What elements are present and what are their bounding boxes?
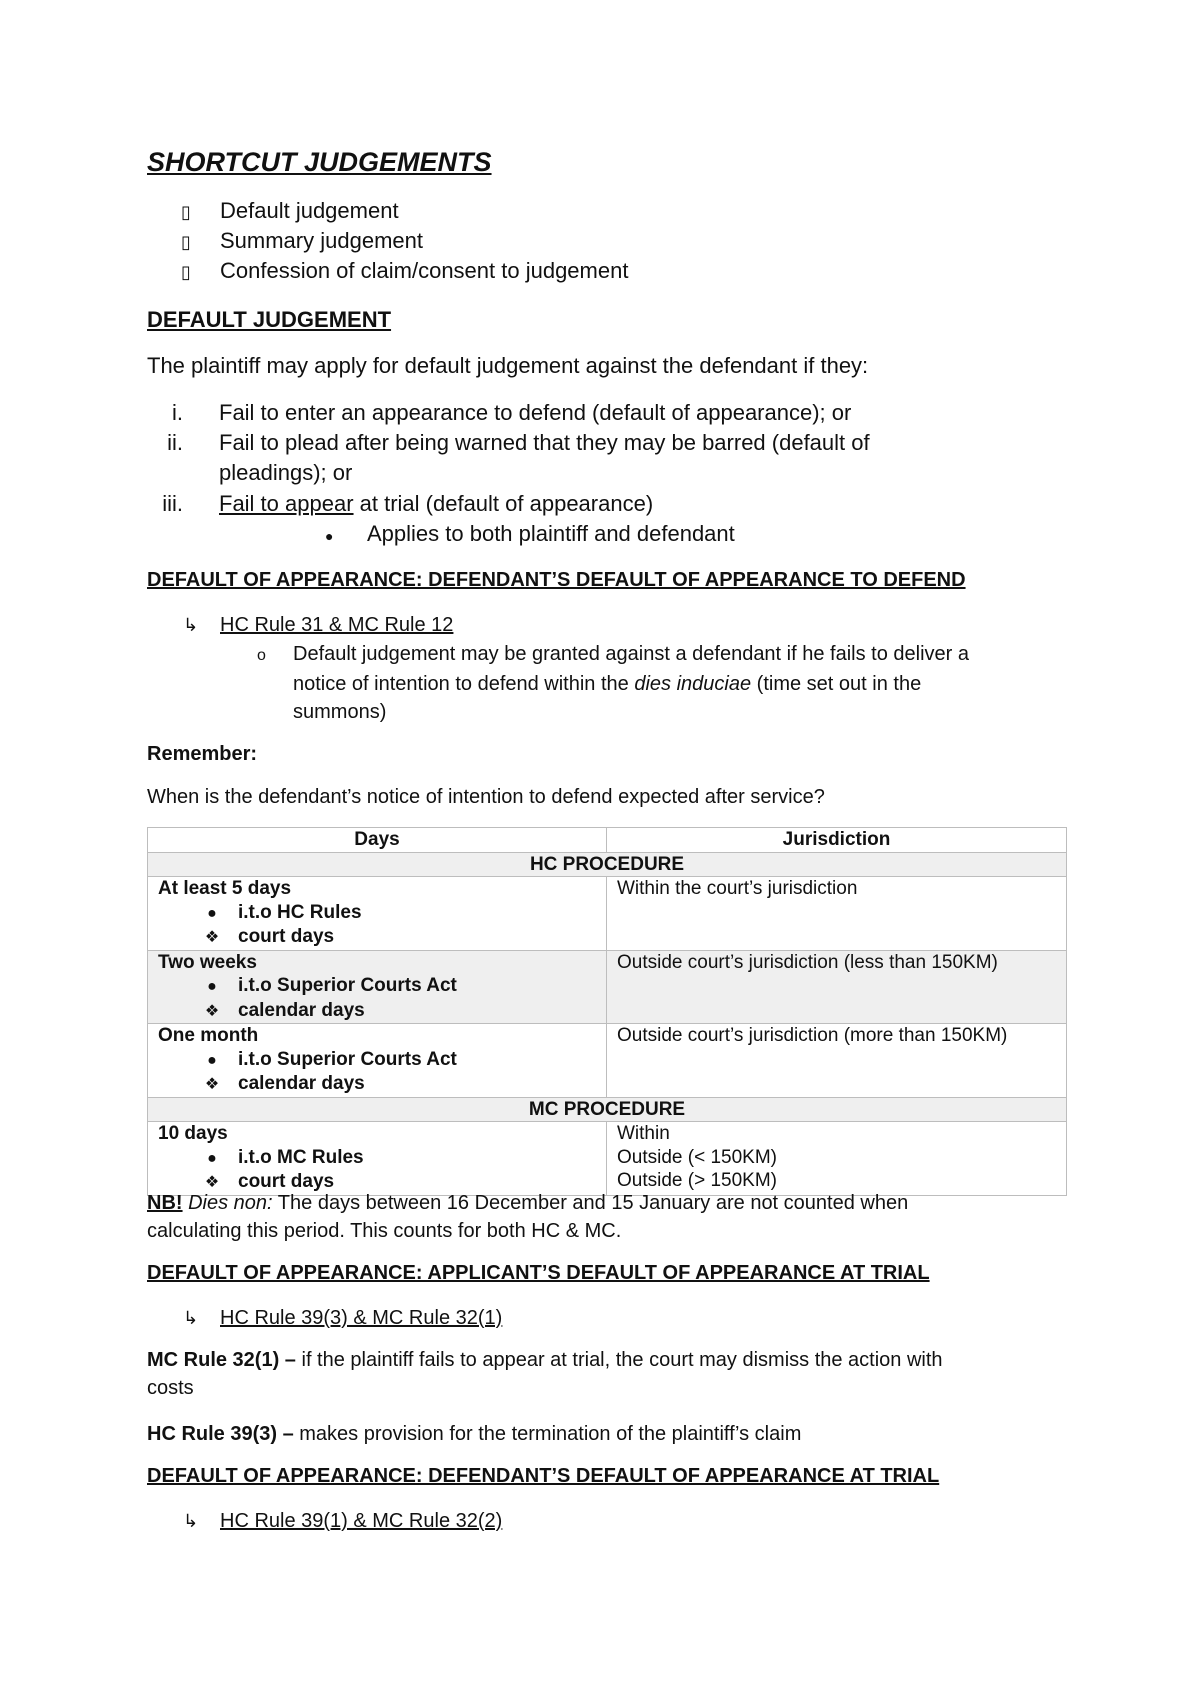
table-row: One month ● i.t.o Superior Courts Act ❖ calendar days Outside court’s jurisdiction (more than 150KM) — [148, 1024, 1067, 1098]
diamond-bullet-icon: ❖ — [204, 1076, 220, 1093]
arrow-bullet-icon: ↳ — [183, 615, 199, 635]
dot-bullet-icon: ● — [207, 1051, 217, 1069]
arrow-bullet-icon: ↳ — [183, 1308, 199, 1328]
days-table — [147, 827, 1067, 1196]
column-header-jurisdiction: Jurisdiction — [607, 828, 1067, 853]
rule-reference: ↳ HC Rule 39(1) & MC Rule 32(2) — [183, 1510, 503, 1532]
page-title: SHORTCUT JUDGEMENTS — [147, 147, 492, 177]
paragraph: MC Rule 32(1) – if the plaintiff fails to appear at trial, the court may dismiss the action with costs — [147, 1349, 943, 1399]
dot-bullet-icon: ● — [207, 904, 217, 922]
box-bullet-icon: ▯ — [181, 262, 191, 282]
dot-bullet-icon: ● — [325, 528, 334, 544]
table-section-row: HC PROCEDURE — [148, 852, 1067, 877]
section-heading: DEFAULT OF APPEARANCE: DEFENDANT’S DEFAULT OF APPEARANCE AT TRIAL — [147, 1465, 940, 1487]
box-bullet-icon: ▯ — [181, 202, 191, 222]
arrow-bullet-icon: ↳ — [183, 1511, 199, 1531]
table-section-row: MC PROCEDURE — [148, 1097, 1067, 1122]
list-item: iii. Fail to appear at trial (default of appearance) — [162, 491, 654, 516]
table-row: At least 5 days ● i.t.o HC Rules ❖ court days Within the court’s jurisdiction — [148, 877, 1067, 951]
diamond-bullet-icon: ❖ — [204, 1002, 220, 1020]
rule-reference: ↳ HC Rule 31 & MC Rule 12 — [183, 614, 454, 636]
circle-bullet-icon: o — [257, 647, 266, 664]
sub-list-item: o Default judgement may be granted against a defendant if he fails to deliver a notice of intention to defend within the dies induciae (time set out in the summons) — [257, 643, 969, 723]
list-item: ● Applies to both plaintiff and defendant — [325, 521, 735, 546]
dot-bullet-icon: ● — [207, 1149, 217, 1167]
paragraph: When is the defendant’s notice of intention to defend expected after service? — [147, 786, 825, 808]
paragraph: The plaintiff may apply for default judgement against the defendant if they: — [147, 353, 869, 378]
diamond-bullet-icon: ❖ — [204, 929, 220, 946]
table-header-row — [148, 828, 1067, 853]
box-bullet-icon: ▯ — [181, 232, 191, 252]
list-item: ▯ Summary judgement — [181, 228, 423, 253]
table-row: 10 days ● i.t.o MC Rules ❖ court days Within Outside (< 150KM) Outside (> 150KM) — [148, 1122, 1067, 1196]
list-item: ▯ Default judgement — [181, 198, 399, 223]
list-item: ▯ Confession of claim/consent to judgement — [181, 258, 629, 283]
list-item: i. Fail to enter an appearance to defend (default of appearance); or — [172, 400, 852, 425]
diamond-bullet-icon: ❖ — [204, 1174, 220, 1191]
column-header-days: Days — [148, 828, 607, 853]
section-heading: DEFAULT OF APPEARANCE: APPLICANT’S DEFAULT OF APPEARANCE AT TRIAL — [147, 1262, 930, 1284]
dot-bullet-icon: ● — [207, 978, 217, 995]
paragraph: HC Rule 39(3) – makes provision for the termination of the plaintiff’s claim — [147, 1423, 802, 1445]
table-row: Two weeks ● i.t.o Superior Courts Act ❖ calendar days Outside court’s jurisdiction (less than 150KM) — [148, 950, 1067, 1024]
rule-reference: ↳ HC Rule 39(3) & MC Rule 32(1) — [183, 1307, 503, 1329]
nb-note: NB! Dies non: The days between 16 December and 15 January are not counted when calculating this period. This counts for both HC & MC. — [147, 1192, 909, 1242]
list-item: ii. Fail to plead after being warned that they may be barred (default of pleadings); or — [167, 430, 870, 485]
section-heading: DEFAULT OF APPEARANCE: DEFENDANT’S DEFAULT OF APPEARANCE TO DEFEND — [147, 569, 966, 591]
remember-label: Remember: — [147, 743, 258, 765]
section-heading: DEFAULT JUDGEMENT — [147, 307, 392, 332]
